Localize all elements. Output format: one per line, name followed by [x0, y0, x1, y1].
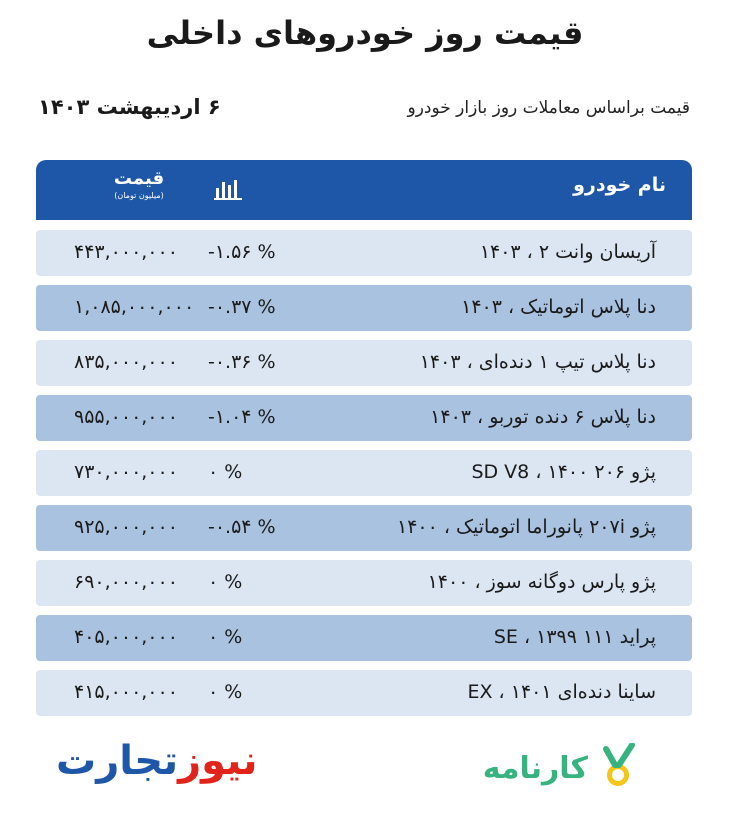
tejarat-word-blue: تجارت: [56, 738, 179, 784]
tejarat-word-red: نیوز: [178, 738, 258, 784]
price-change: ۰ %: [208, 571, 243, 593]
car-price: ۱,۰۸۵,۰۰۰,۰۰۰: [74, 296, 195, 318]
header-price-label: قیمت: [113, 168, 165, 189]
table-row: [36, 505, 692, 551]
car-name: دنا پلاس تیپ ۱ دنده‌ای ، ۱۴۰۳: [419, 351, 656, 373]
price-change: -۰.۳۷ %: [208, 296, 276, 318]
medal-check-icon: [598, 743, 638, 793]
price-change: ۰ %: [208, 626, 243, 648]
table-row: [36, 230, 692, 276]
car-name: پژو ۲۰۷i پانوراما اتوماتیک ، ۱۴۰۰: [396, 516, 656, 538]
price-change: -۰.۵۴ %: [208, 516, 276, 538]
price-change: ۰ %: [208, 461, 243, 483]
car-price: ۸۳۵,۰۰۰,۰۰۰: [74, 351, 178, 373]
car-price: ۹۵۵,۰۰۰,۰۰۰: [74, 406, 178, 428]
price-change: -۰.۳۶ %: [208, 351, 276, 373]
price-source-note: قیمت براساس معاملات روز بازار خودرو: [407, 98, 690, 118]
table-header: [36, 160, 692, 220]
price-change: ۰ %: [208, 681, 243, 703]
car-name: پژو پارس دوگانه سوز ، ۱۴۰۰: [427, 571, 656, 593]
car-name: پژو ۲۰۶ ۱۴۰۰ ، SD V8: [471, 461, 656, 483]
header-price: [104, 168, 174, 200]
car-name: آریسان وانت ۲ ، ۱۴۰۳: [479, 241, 656, 263]
karnameh-brand-text: کارنامه: [482, 750, 588, 786]
page-title: قیمت روز خودروهای داخلی: [146, 14, 584, 52]
table-row: [36, 340, 692, 386]
header-car-name: نام خودرو: [573, 174, 666, 196]
table-row: [36, 450, 692, 496]
price-table: [36, 230, 692, 725]
car-price: ۴۱۵,۰۰۰,۰۰۰: [74, 681, 178, 703]
karnameh-logo: [483, 745, 638, 791]
table-row: [36, 285, 692, 331]
car-name: دنا پلاس اتوماتیک ، ۱۴۰۳: [461, 296, 656, 318]
table-row: [36, 670, 692, 716]
table-row: [36, 395, 692, 441]
car-name: ساینا دنده‌ای ۱۴۰۱ ، EX: [467, 681, 656, 703]
car-price: ۴۰۵,۰۰۰,۰۰۰: [74, 626, 178, 648]
car-name: دنا پلاس ۶ دنده توربو ، ۱۴۰۳: [430, 406, 656, 428]
car-price: ۷۳۰,۰۰۰,۰۰۰: [74, 461, 178, 483]
tejarat-news-logo: [56, 738, 258, 784]
bar-chart-icon: [214, 178, 242, 204]
car-price: ۹۲۵,۰۰۰,۰۰۰: [74, 516, 178, 538]
table-row: [36, 615, 692, 661]
car-price: ۴۴۳,۰۰۰,۰۰۰: [74, 241, 178, 263]
price-change: -۱.۰۴ %: [208, 406, 276, 428]
header-price-unit: (میلیون تومان): [114, 191, 164, 200]
price-change: -۱.۵۶ %: [208, 241, 276, 263]
car-name: پراید ۱۱۱ ۱۳۹۹ ، SE: [493, 626, 656, 648]
date-label: ۶ اردیبهشت ۱۴۰۳: [38, 95, 221, 119]
table-row: [36, 560, 692, 606]
car-price: ۶۹۰,۰۰۰,۰۰۰: [74, 571, 178, 593]
